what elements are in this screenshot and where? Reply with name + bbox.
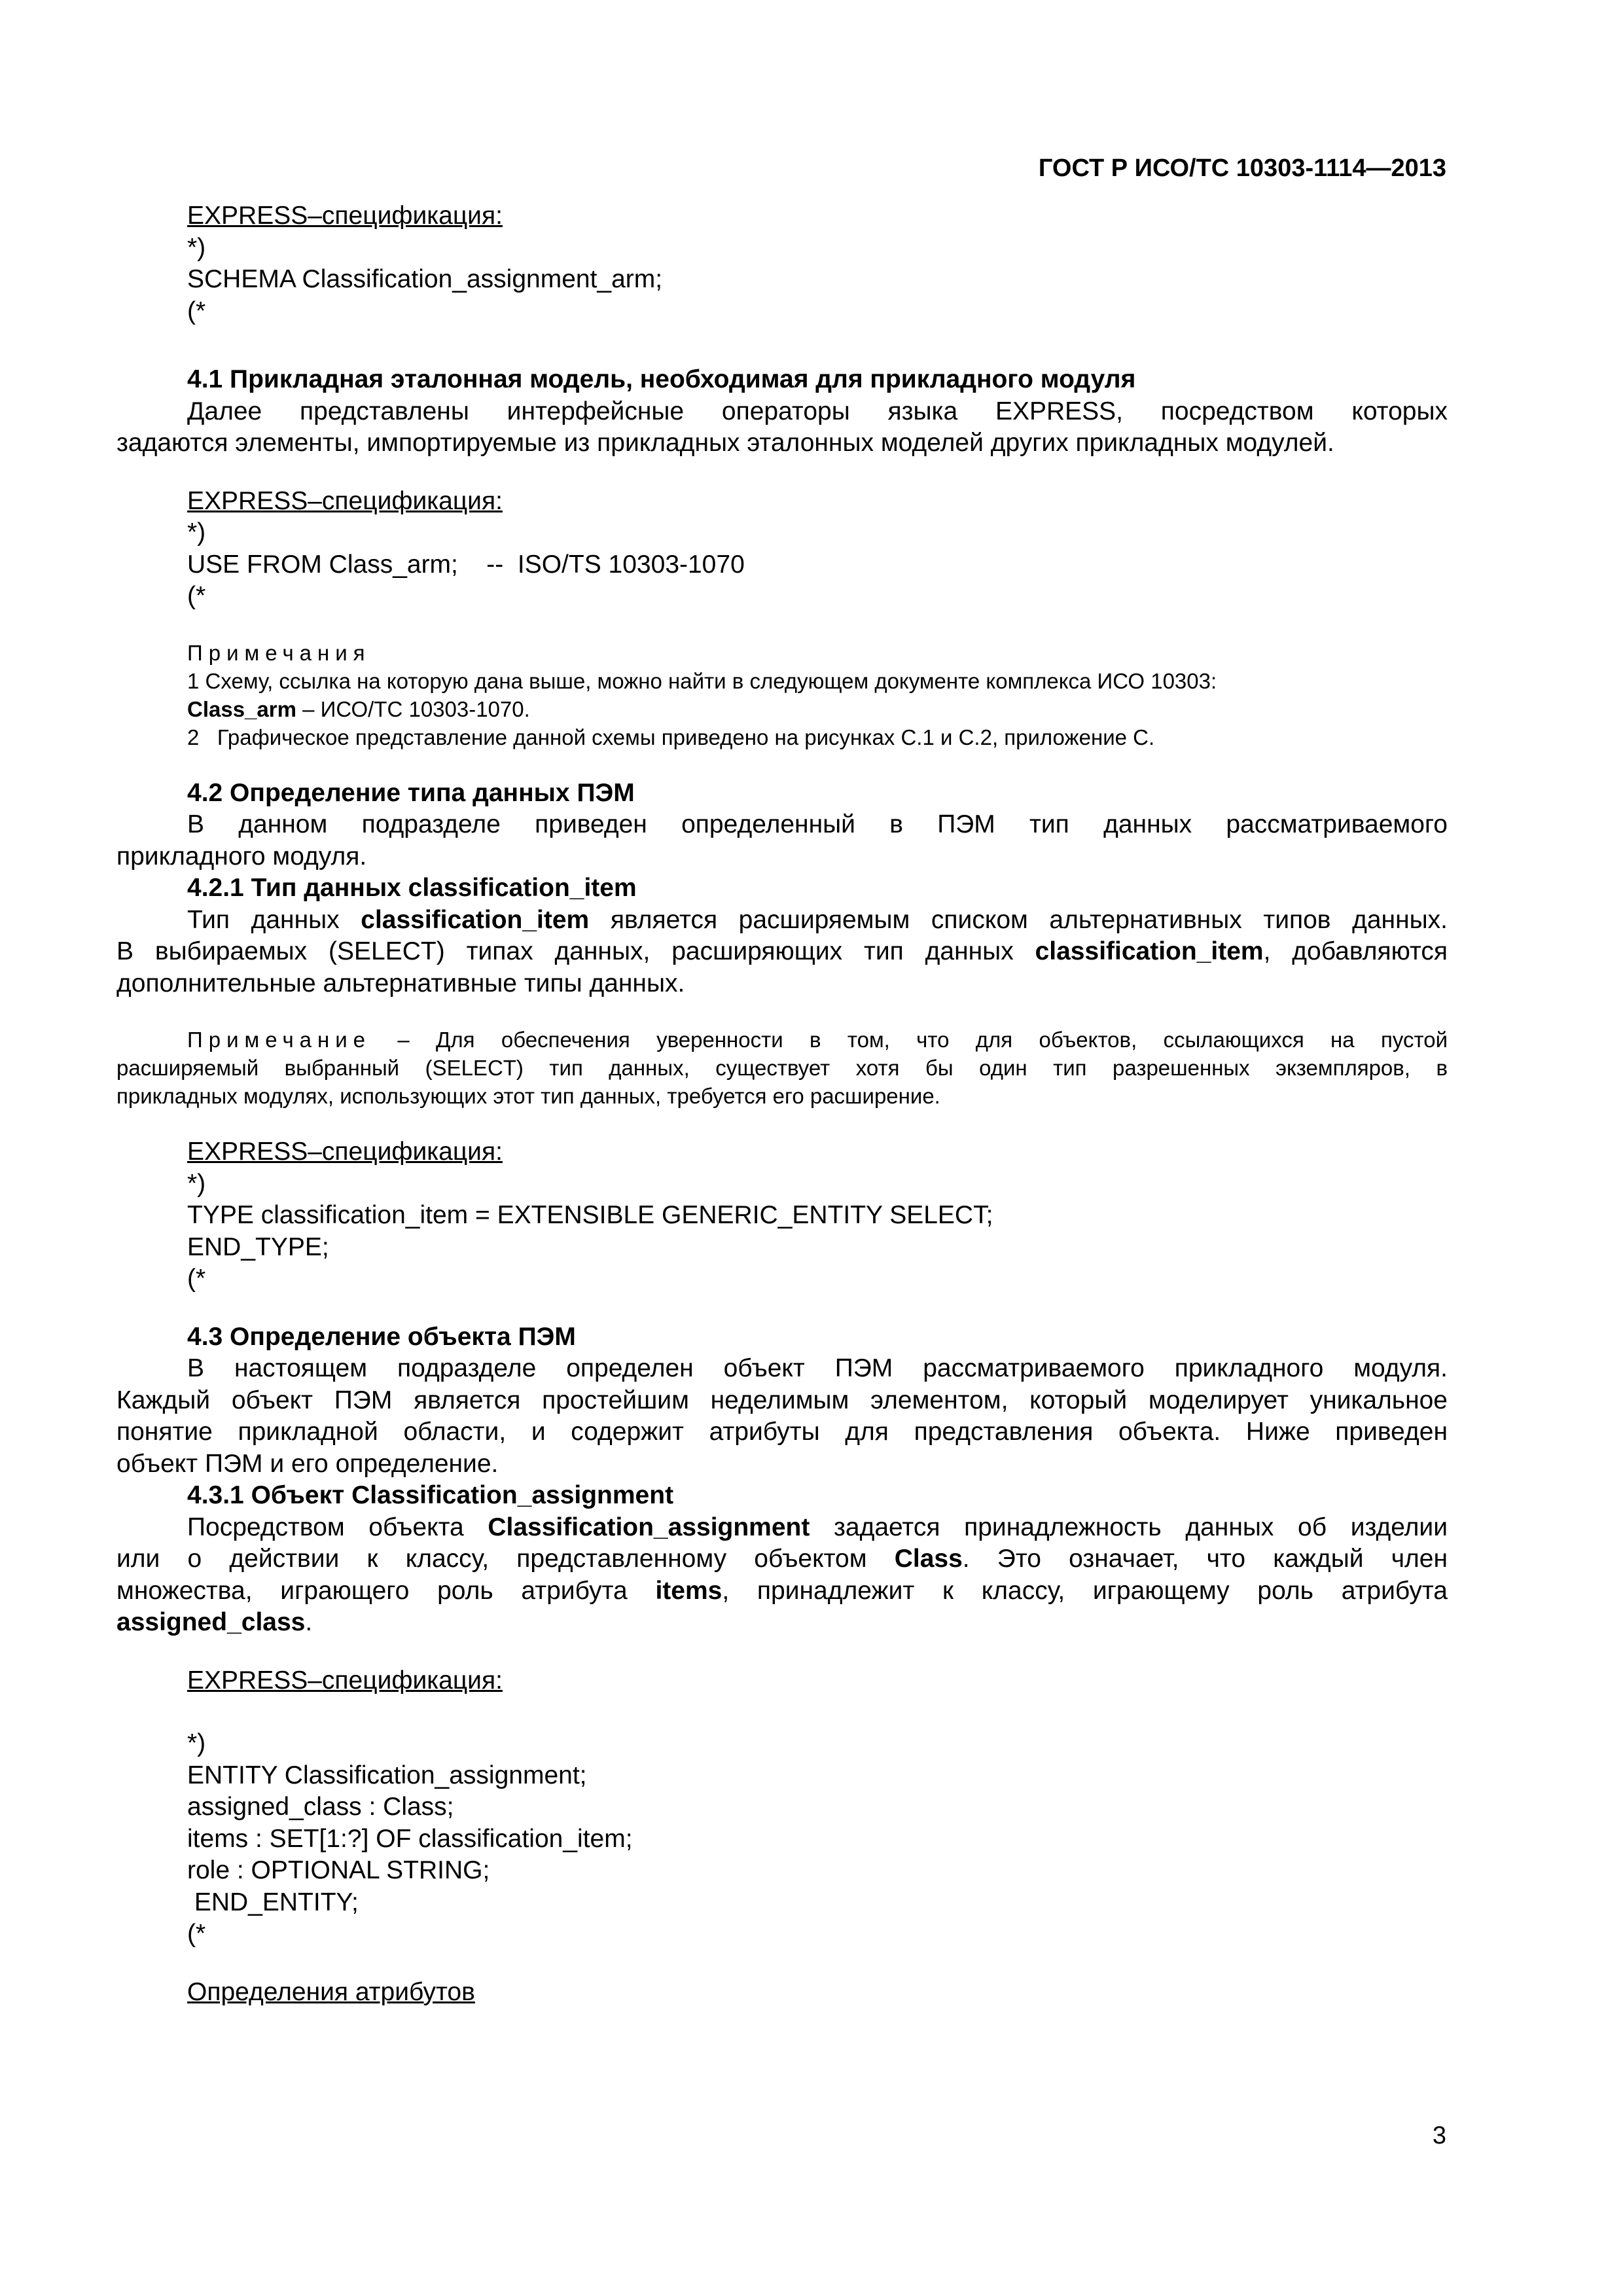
notes-title: Примечания (187, 640, 371, 665)
code-end-type-line: END_TYPE; (187, 1232, 329, 1261)
code-comment-open: *) (187, 1729, 206, 1757)
note-title: Примечание (187, 1028, 372, 1052)
note-1-continued: Class_arm – ИСО/ТС 10303-1070. (187, 696, 530, 721)
note-line: Примечание – Для обеспечения уверенности в том, что для объектов, ссылающихся на пустой (187, 1028, 1448, 1052)
code-attribute-line: items : SET[1:?] OF classification_item; (187, 1824, 633, 1853)
code-comment-open: *) (187, 518, 206, 547)
express-spec-label: EXPRESS–спецификация: (187, 1666, 503, 1695)
section-4-3-1-text-line: множества, играющего роль атрибута items, принадлежит к классу, играющему роль атрибута (116, 1576, 1448, 1605)
note-1-schema-name: Class_arm (187, 696, 296, 721)
code-end-entity-line: END_ENTITY; (187, 1888, 359, 1916)
express-spec-label: EXPRESS–спецификация: (187, 486, 503, 515)
document-code-header: ГОСТ Р ИСО/ТС 10303-1114—2013 (1038, 154, 1446, 182)
note-block (116, 1026, 1448, 1110)
section-4-3-text-line: объект ПЭМ и его определение. (116, 1449, 499, 1478)
section-4-2-1-text-line: Тип данных classification_item является расширяемым списком альтернативных типов данных. (187, 905, 1448, 934)
code-comment-open: *) (187, 1169, 206, 1198)
section-4-2-text-line: прикладного модуля. (116, 842, 367, 870)
page-content (116, 200, 1448, 2008)
section-4-2-text-line: В данном подразделе приведен определенный в ПЭМ тип данных рассматриваемого (187, 810, 1448, 838)
code-comment-open: *) (187, 233, 206, 262)
section-4-1-text-line: задаются элементы, импортируемые из прикладных эталонных моделей других прикладных модулей. (116, 429, 1334, 457)
note-line: прикладных модулях, использующих этот тип данных, требуется его расширение. (116, 1084, 940, 1108)
section-4-3-text-line: понятие прикладной области, и содержит атрибуты для представления объекта. Ниже приведен (116, 1418, 1448, 1446)
note-line: расширяемый выбранный (SELECT) тип данных, существует хотя бы один тип разрешенных экземпляров, в (116, 1056, 1448, 1080)
page-number: 3 (1432, 2122, 1446, 2149)
section-4-2-1-heading: 4.2.1 Тип данных classification_item (187, 874, 637, 902)
note-2: 2 Графическое представление данной схемы приведено на рисунках С.1 и С.2, приложение С. (187, 725, 1155, 749)
section-4-1-heading: 4.1 Прикладная эталонная модель, необходимая для прикладного модуля (187, 365, 1136, 393)
section-4-3-1-text-line: или о действии к классу, представленному объектом Class. Это означает, что каждый член (116, 1545, 1448, 1573)
section-4-3-text-line: Каждый объект ПЭМ является простейшим неделимым элементом, который моделирует уникальное (116, 1386, 1448, 1414)
code-schema-line: SCHEMA Classification_assignment_arm; (187, 265, 663, 293)
code-use-from-line: USE FROM Class_arm; -- ISO/TS 10303-1070 (187, 550, 745, 579)
notes-block (116, 639, 1448, 751)
code-comment-close: (* (187, 582, 206, 610)
attribute-definitions-label: Определения атрибутов (187, 1977, 475, 2006)
code-comment-close: (* (187, 296, 206, 325)
code-attribute-line: assigned_class : Class; (187, 1793, 454, 1821)
section-4-2-heading: 4.2 Определение типа данных ПЭМ (187, 778, 635, 807)
code-comment-close: (* (187, 1265, 206, 1293)
code-comment-close: (* (187, 1920, 206, 1948)
express-spec-label: EXPRESS–спецификация: (187, 1138, 503, 1166)
note-1: 1 Схему, ссылка на которую дана выше, можно найти в следующем документе комплекса ИСО 10303: (187, 668, 1217, 693)
express-spec-label: EXPRESS–спецификация: (187, 202, 503, 230)
section-4-3-text-line: В настоящем подразделе определен объект ПЭМ рассматриваемого прикладного модуля. (187, 1354, 1448, 1382)
section-4-2-1-text-line: В выбираемых (SELECT) типах данных, расширяющих тип данных classification_item, добавляются (116, 937, 1448, 965)
code-attribute-line: role : OPTIONAL STRING; (187, 1856, 490, 1884)
section-4-2-1-text-line: дополнительные альтернативные типы данных. (116, 969, 685, 997)
code-entity-line: ENTITY Classification_assignment; (187, 1761, 587, 1789)
section-4-3-1-text-line: assigned_class. (116, 1608, 313, 1636)
section-4-3-1-text-line: Посредством объекта Classification_assignment задается принадлежность данных об изделии (187, 1513, 1448, 1541)
section-4-3-1-heading: 4.3.1 Объект Classification_assignment (187, 1481, 674, 1509)
section-4-1-text-line: Далее представлены интерфейсные операторы языка EXPRESS, посредством которых (187, 397, 1448, 425)
section-4-3-heading: 4.3 Определение объекта ПЭМ (187, 1322, 576, 1351)
code-type-line: TYPE classification_item = EXTENSIBLE GENERIC_ENTITY SELECT; (187, 1201, 993, 1229)
